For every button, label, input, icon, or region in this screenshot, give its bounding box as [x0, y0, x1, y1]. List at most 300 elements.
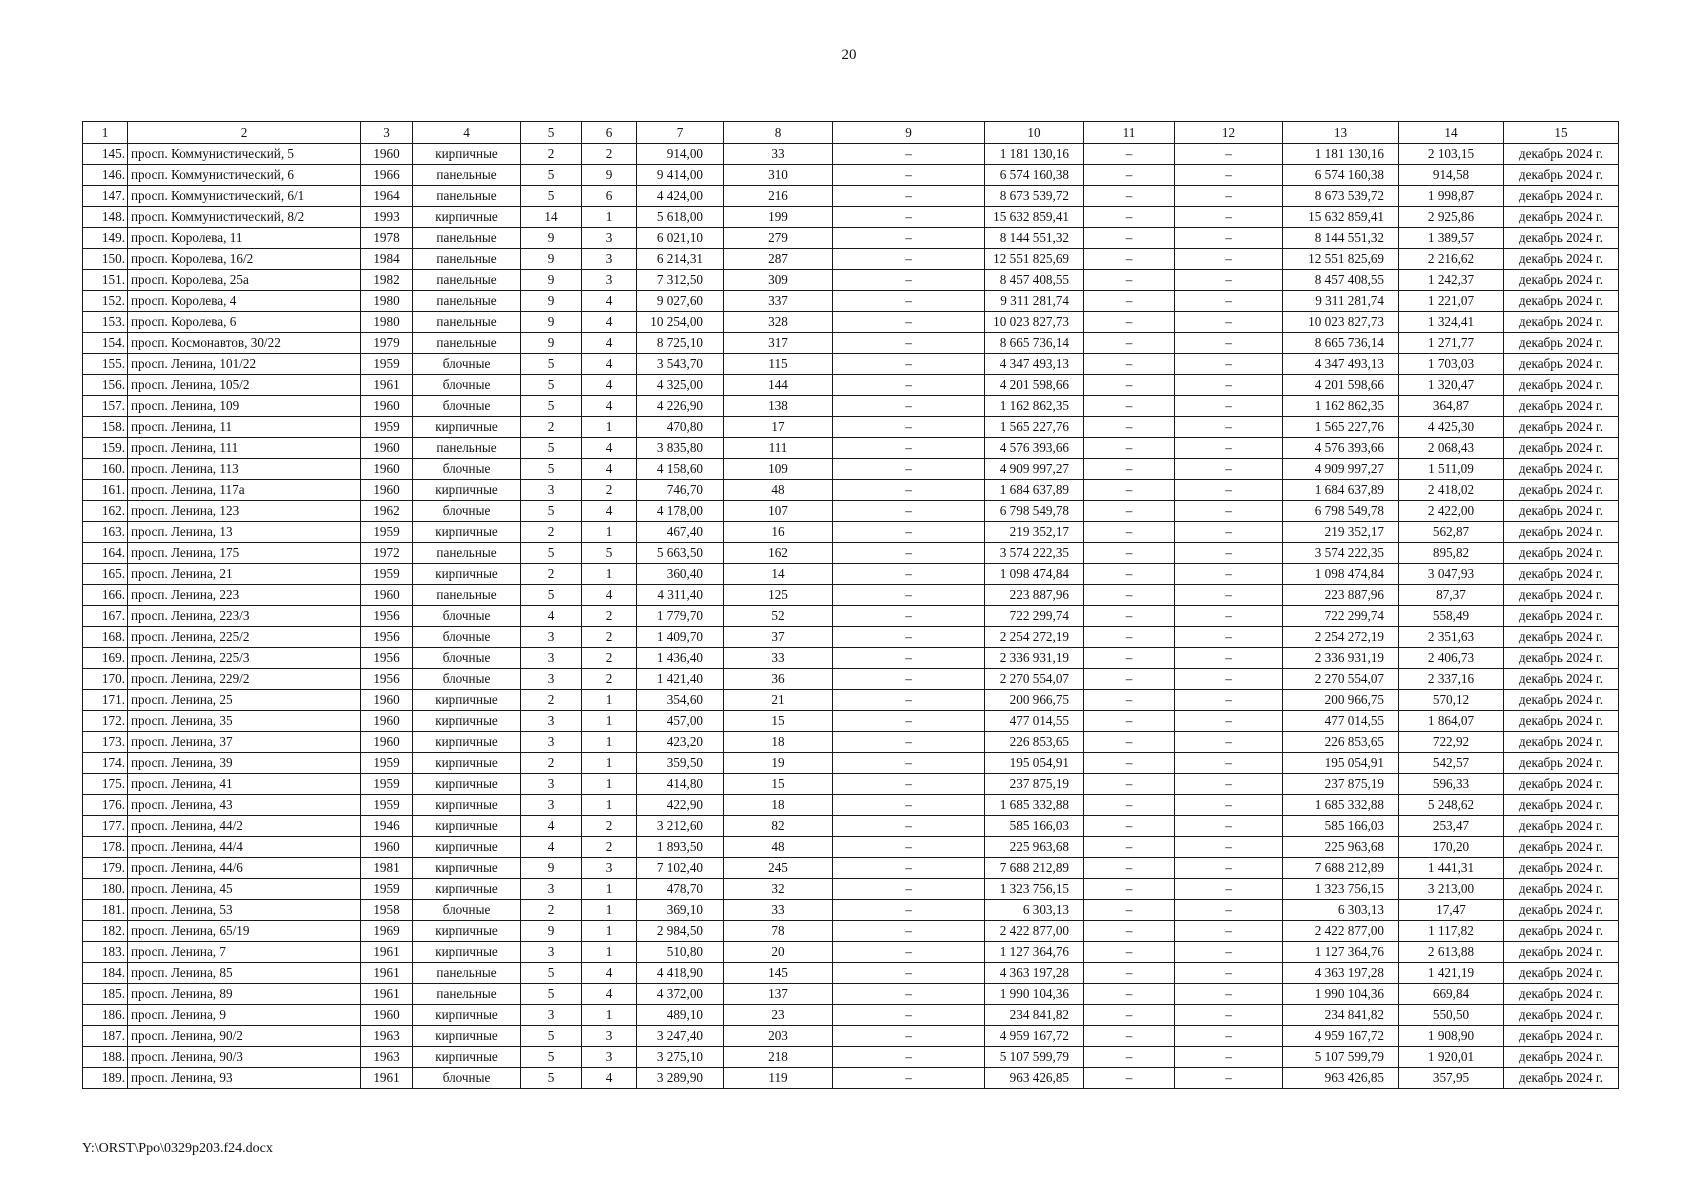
- budget-cell: 963 426,85: [1283, 1068, 1399, 1089]
- col12-cell: –: [1175, 858, 1283, 879]
- unit-cost-cell: 2 418,02: [1399, 480, 1504, 501]
- area-cell: 3 212,60: [637, 816, 724, 837]
- total-cost-cell: 1 323 756,15: [985, 879, 1084, 900]
- row-number: 168.: [83, 627, 128, 648]
- table-row: [83, 1026, 1619, 1047]
- wall-material-cell: панельные: [413, 963, 521, 984]
- address-cell: просп. Королева, 6: [128, 312, 361, 333]
- year-cell: 1956: [361, 648, 413, 669]
- wall-material-cell: блочные: [413, 669, 521, 690]
- deadline-cell: декабрь 2024 г.: [1504, 1005, 1619, 1026]
- col11-cell: –: [1084, 669, 1175, 690]
- table-row: [83, 942, 1619, 963]
- col12-cell: –: [1175, 249, 1283, 270]
- year-cell: 1960: [361, 144, 413, 165]
- floors-cell: 3: [521, 648, 582, 669]
- col12-cell: –: [1175, 207, 1283, 228]
- area-cell: 4 325,00: [637, 375, 724, 396]
- address-cell: просп. Королева, 16/2: [128, 249, 361, 270]
- residents-cell: 109: [724, 459, 833, 480]
- residents-cell: 21: [724, 690, 833, 711]
- floors-cell: 9: [521, 270, 582, 291]
- unit-cost-cell: 550,50: [1399, 1005, 1504, 1026]
- floors-cell: 2: [521, 522, 582, 543]
- budget-cell: 4 959 167,72: [1283, 1026, 1399, 1047]
- entrances-cell: 1: [582, 732, 637, 753]
- col9-cell: –: [833, 417, 985, 438]
- col12-cell: –: [1175, 837, 1283, 858]
- area-cell: 489,10: [637, 1005, 724, 1026]
- address-cell: просп. Ленина, 223/3: [128, 606, 361, 627]
- entrances-cell: 2: [582, 816, 637, 837]
- deadline-cell: декабрь 2024 г.: [1504, 669, 1619, 690]
- table-row: [83, 396, 1619, 417]
- residents-cell: 144: [724, 375, 833, 396]
- budget-cell: 15 632 859,41: [1283, 207, 1399, 228]
- floors-cell: 3: [521, 711, 582, 732]
- floors-cell: 2: [521, 753, 582, 774]
- col9-cell: –: [833, 963, 985, 984]
- col9-cell: –: [833, 858, 985, 879]
- table-row: [83, 585, 1619, 606]
- deadline-cell: декабрь 2024 г.: [1504, 207, 1619, 228]
- deadline-cell: декабрь 2024 г.: [1504, 270, 1619, 291]
- budget-cell: 226 853,65: [1283, 732, 1399, 753]
- row-number: 158.: [83, 417, 128, 438]
- row-number: 147.: [83, 186, 128, 207]
- budget-cell: 4 576 393,66: [1283, 438, 1399, 459]
- entrances-cell: 1: [582, 522, 637, 543]
- year-cell: 1946: [361, 816, 413, 837]
- unit-cost-cell: 2 351,63: [1399, 627, 1504, 648]
- area-cell: 8 725,10: [637, 333, 724, 354]
- col9-cell: –: [833, 900, 985, 921]
- col9-cell: –: [833, 165, 985, 186]
- residents-cell: 162: [724, 543, 833, 564]
- entrances-cell: 4: [582, 333, 637, 354]
- col12-cell: –: [1175, 144, 1283, 165]
- budget-cell: 219 352,17: [1283, 522, 1399, 543]
- table-row: [83, 1047, 1619, 1068]
- col9-cell: –: [833, 501, 985, 522]
- col9-cell: –: [833, 354, 985, 375]
- residents-cell: 309: [724, 270, 833, 291]
- wall-material-cell: блочные: [413, 459, 521, 480]
- residents-cell: 203: [724, 1026, 833, 1047]
- col11-cell: –: [1084, 1068, 1175, 1089]
- floors-cell: 5: [521, 186, 582, 207]
- floors-cell: 2: [521, 690, 582, 711]
- year-cell: 1961: [361, 375, 413, 396]
- deadline-cell: декабрь 2024 г.: [1504, 1068, 1619, 1089]
- unit-cost-cell: 3 213,00: [1399, 879, 1504, 900]
- total-cost-cell: 5 107 599,79: [985, 1047, 1084, 1068]
- year-cell: 1960: [361, 459, 413, 480]
- col11-cell: –: [1084, 606, 1175, 627]
- total-cost-cell: 226 853,65: [985, 732, 1084, 753]
- address-cell: просп. Ленина, 90/3: [128, 1047, 361, 1068]
- floors-cell: 5: [521, 165, 582, 186]
- col12-cell: –: [1175, 795, 1283, 816]
- column-header-13: 13: [1283, 122, 1399, 144]
- col9-cell: –: [833, 606, 985, 627]
- year-cell: 1972: [361, 543, 413, 564]
- col11-cell: –: [1084, 585, 1175, 606]
- year-cell: 1961: [361, 984, 413, 1005]
- floors-cell: 3: [521, 627, 582, 648]
- total-cost-cell: 15 632 859,41: [985, 207, 1084, 228]
- total-cost-cell: 477 014,55: [985, 711, 1084, 732]
- col12-cell: –: [1175, 627, 1283, 648]
- table-row: [83, 291, 1619, 312]
- address-cell: просп. Королева, 4: [128, 291, 361, 312]
- col12-cell: –: [1175, 438, 1283, 459]
- wall-material-cell: кирпичные: [413, 1026, 521, 1047]
- table-row: [83, 732, 1619, 753]
- wall-material-cell: кирпичные: [413, 879, 521, 900]
- year-cell: 1956: [361, 669, 413, 690]
- residents-cell: 23: [724, 1005, 833, 1026]
- address-cell: просп. Ленина, 65/19: [128, 921, 361, 942]
- total-cost-cell: 237 875,19: [985, 774, 1084, 795]
- table-row: [83, 165, 1619, 186]
- budget-cell: 12 551 825,69: [1283, 249, 1399, 270]
- row-number: 177.: [83, 816, 128, 837]
- col12-cell: –: [1175, 879, 1283, 900]
- col11-cell: –: [1084, 837, 1175, 858]
- area-cell: 3 289,90: [637, 1068, 724, 1089]
- col11-cell: –: [1084, 354, 1175, 375]
- year-cell: 1963: [361, 1026, 413, 1047]
- floors-cell: 2: [521, 564, 582, 585]
- col11-cell: –: [1084, 501, 1175, 522]
- floors-cell: 4: [521, 837, 582, 858]
- col11-cell: –: [1084, 417, 1175, 438]
- address-cell: просп. Ленина, 39: [128, 753, 361, 774]
- unit-cost-cell: 1 324,41: [1399, 312, 1504, 333]
- address-cell: просп. Ленина, 44/2: [128, 816, 361, 837]
- table-row: [83, 774, 1619, 795]
- col9-cell: –: [833, 270, 985, 291]
- column-header-14: 14: [1399, 122, 1504, 144]
- col11-cell: –: [1084, 207, 1175, 228]
- total-cost-cell: 10 023 827,73: [985, 312, 1084, 333]
- deadline-cell: декабрь 2024 г.: [1504, 249, 1619, 270]
- entrances-cell: 3: [582, 1026, 637, 1047]
- table-row: [83, 879, 1619, 900]
- year-cell: 1966: [361, 165, 413, 186]
- col11-cell: –: [1084, 144, 1175, 165]
- unit-cost-cell: 1 920,01: [1399, 1047, 1504, 1068]
- deadline-cell: декабрь 2024 г.: [1504, 900, 1619, 921]
- col9-cell: –: [833, 837, 985, 858]
- address-cell: просп. Ленина, 225/2: [128, 627, 361, 648]
- entrances-cell: 4: [582, 963, 637, 984]
- residents-cell: 317: [724, 333, 833, 354]
- area-cell: 1 779,70: [637, 606, 724, 627]
- row-number: 153.: [83, 312, 128, 333]
- address-cell: просп. Ленина, 44/4: [128, 837, 361, 858]
- address-cell: просп. Ленина, 109: [128, 396, 361, 417]
- col12-cell: –: [1175, 1047, 1283, 1068]
- entrances-cell: 1: [582, 879, 637, 900]
- deadline-cell: декабрь 2024 г.: [1504, 816, 1619, 837]
- wall-material-cell: панельные: [413, 186, 521, 207]
- col9-cell: –: [833, 1047, 985, 1068]
- unit-cost-cell: 562,87: [1399, 522, 1504, 543]
- wall-material-cell: кирпичные: [413, 480, 521, 501]
- col12-cell: –: [1175, 375, 1283, 396]
- year-cell: 1969: [361, 921, 413, 942]
- deadline-cell: декабрь 2024 г.: [1504, 858, 1619, 879]
- residents-cell: 337: [724, 291, 833, 312]
- area-cell: 7 312,50: [637, 270, 724, 291]
- col9-cell: –: [833, 543, 985, 564]
- residents-cell: 107: [724, 501, 833, 522]
- residents-cell: 17: [724, 417, 833, 438]
- budget-cell: 223 887,96: [1283, 585, 1399, 606]
- unit-cost-cell: 914,58: [1399, 165, 1504, 186]
- total-cost-cell: 6 798 549,78: [985, 501, 1084, 522]
- entrances-cell: 1: [582, 753, 637, 774]
- table-row: [83, 270, 1619, 291]
- col11-cell: –: [1084, 396, 1175, 417]
- wall-material-cell: панельные: [413, 228, 521, 249]
- row-number: 148.: [83, 207, 128, 228]
- year-cell: 1959: [361, 564, 413, 585]
- wall-material-cell: панельные: [413, 543, 521, 564]
- deadline-cell: декабрь 2024 г.: [1504, 480, 1619, 501]
- residents-cell: 82: [724, 816, 833, 837]
- wall-material-cell: панельные: [413, 312, 521, 333]
- column-header-10: 10: [985, 122, 1084, 144]
- table-row: [83, 375, 1619, 396]
- unit-cost-cell: 669,84: [1399, 984, 1504, 1005]
- deadline-cell: декабрь 2024 г.: [1504, 795, 1619, 816]
- deadline-cell: декабрь 2024 г.: [1504, 459, 1619, 480]
- address-cell: просп. Ленина, 89: [128, 984, 361, 1005]
- budget-cell: 1 565 227,76: [1283, 417, 1399, 438]
- table-row: [83, 837, 1619, 858]
- row-number: 149.: [83, 228, 128, 249]
- unit-cost-cell: 1 703,03: [1399, 354, 1504, 375]
- address-cell: просп. Ленина, 93: [128, 1068, 361, 1089]
- col11-cell: –: [1084, 291, 1175, 312]
- deadline-cell: декабрь 2024 г.: [1504, 375, 1619, 396]
- wall-material-cell: кирпичные: [413, 858, 521, 879]
- col12-cell: –: [1175, 291, 1283, 312]
- address-cell: просп. Ленина, 111: [128, 438, 361, 459]
- entrances-cell: 4: [582, 438, 637, 459]
- residents-cell: 18: [724, 795, 833, 816]
- col11-cell: –: [1084, 732, 1175, 753]
- area-cell: 5 663,50: [637, 543, 724, 564]
- address-cell: просп. Ленина, 53: [128, 900, 361, 921]
- year-cell: 1993: [361, 207, 413, 228]
- year-cell: 1959: [361, 417, 413, 438]
- residents-cell: 310: [724, 165, 833, 186]
- row-number: 164.: [83, 543, 128, 564]
- address-cell: просп. Ленина, 113: [128, 459, 361, 480]
- area-cell: 4 372,00: [637, 984, 724, 1005]
- col11-cell: –: [1084, 1047, 1175, 1068]
- deadline-cell: декабрь 2024 г.: [1504, 984, 1619, 1005]
- wall-material-cell: блочные: [413, 648, 521, 669]
- area-cell: 354,60: [637, 690, 724, 711]
- total-cost-cell: 722 299,74: [985, 606, 1084, 627]
- unit-cost-cell: 1 242,37: [1399, 270, 1504, 291]
- col12-cell: –: [1175, 396, 1283, 417]
- address-cell: просп. Ленина, 11: [128, 417, 361, 438]
- budget-cell: 2 254 272,19: [1283, 627, 1399, 648]
- area-cell: 422,90: [637, 795, 724, 816]
- col11-cell: –: [1084, 543, 1175, 564]
- row-number: 171.: [83, 690, 128, 711]
- total-cost-cell: 7 688 212,89: [985, 858, 1084, 879]
- col9-cell: –: [833, 291, 985, 312]
- col11-cell: –: [1084, 375, 1175, 396]
- col11-cell: –: [1084, 795, 1175, 816]
- col9-cell: –: [833, 375, 985, 396]
- residents-cell: 245: [724, 858, 833, 879]
- unit-cost-cell: 1 511,09: [1399, 459, 1504, 480]
- col9-cell: –: [833, 438, 985, 459]
- deadline-cell: декабрь 2024 г.: [1504, 963, 1619, 984]
- residents-cell: 111: [724, 438, 833, 459]
- wall-material-cell: кирпичные: [413, 144, 521, 165]
- col12-cell: –: [1175, 963, 1283, 984]
- deadline-cell: декабрь 2024 г.: [1504, 879, 1619, 900]
- wall-material-cell: панельные: [413, 291, 521, 312]
- table-row: [83, 144, 1619, 165]
- deadline-cell: декабрь 2024 г.: [1504, 144, 1619, 165]
- total-cost-cell: 1 127 364,76: [985, 942, 1084, 963]
- wall-material-cell: панельные: [413, 438, 521, 459]
- budget-cell: 1 990 104,36: [1283, 984, 1399, 1005]
- deadline-cell: декабрь 2024 г.: [1504, 186, 1619, 207]
- budget-cell: 1 685 332,88: [1283, 795, 1399, 816]
- col11-cell: –: [1084, 1005, 1175, 1026]
- row-number: 179.: [83, 858, 128, 879]
- col11-cell: –: [1084, 690, 1175, 711]
- deadline-cell: декабрь 2024 г.: [1504, 228, 1619, 249]
- total-cost-cell: 4 347 493,13: [985, 354, 1084, 375]
- floors-cell: 3: [521, 1005, 582, 1026]
- col11-cell: –: [1084, 564, 1175, 585]
- floors-cell: 2: [521, 144, 582, 165]
- wall-material-cell: блочные: [413, 1068, 521, 1089]
- address-cell: просп. Ленина, 37: [128, 732, 361, 753]
- area-cell: 9 027,60: [637, 291, 724, 312]
- address-cell: просп. Ленина, 175: [128, 543, 361, 564]
- total-cost-cell: 234 841,82: [985, 1005, 1084, 1026]
- col11-cell: –: [1084, 249, 1175, 270]
- col12-cell: –: [1175, 711, 1283, 732]
- col11-cell: –: [1084, 480, 1175, 501]
- budget-cell: 200 966,75: [1283, 690, 1399, 711]
- floors-cell: 5: [521, 354, 582, 375]
- col12-cell: –: [1175, 921, 1283, 942]
- col11-cell: –: [1084, 858, 1175, 879]
- area-cell: 4 178,00: [637, 501, 724, 522]
- col11-cell: –: [1084, 627, 1175, 648]
- col9-cell: –: [833, 711, 985, 732]
- area-cell: 4 158,60: [637, 459, 724, 480]
- table-row: [83, 963, 1619, 984]
- total-cost-cell: 1 684 637,89: [985, 480, 1084, 501]
- deadline-cell: декабрь 2024 г.: [1504, 627, 1619, 648]
- unit-cost-cell: 17,47: [1399, 900, 1504, 921]
- col9-cell: –: [833, 564, 985, 585]
- budget-cell: 237 875,19: [1283, 774, 1399, 795]
- area-cell: 7 102,40: [637, 858, 724, 879]
- entrances-cell: 1: [582, 1005, 637, 1026]
- entrances-cell: 2: [582, 669, 637, 690]
- residents-cell: 33: [724, 900, 833, 921]
- floors-cell: 3: [521, 795, 582, 816]
- budget-cell: 6 798 549,78: [1283, 501, 1399, 522]
- residents-cell: 48: [724, 480, 833, 501]
- deadline-cell: декабрь 2024 г.: [1504, 732, 1619, 753]
- unit-cost-cell: 596,33: [1399, 774, 1504, 795]
- budget-cell: 10 023 827,73: [1283, 312, 1399, 333]
- entrances-cell: 6: [582, 186, 637, 207]
- floors-cell: 14: [521, 207, 582, 228]
- deadline-cell: декабрь 2024 г.: [1504, 753, 1619, 774]
- budget-cell: 6 574 160,38: [1283, 165, 1399, 186]
- col11-cell: –: [1084, 963, 1175, 984]
- entrances-cell: 4: [582, 585, 637, 606]
- table-row: [83, 459, 1619, 480]
- residents-cell: 15: [724, 774, 833, 795]
- col12-cell: –: [1175, 732, 1283, 753]
- year-cell: 1960: [361, 837, 413, 858]
- year-cell: 1960: [361, 732, 413, 753]
- deadline-cell: декабрь 2024 г.: [1504, 333, 1619, 354]
- total-cost-cell: 4 201 598,66: [985, 375, 1084, 396]
- table-row: [83, 522, 1619, 543]
- total-cost-cell: 9 311 281,74: [985, 291, 1084, 312]
- col12-cell: –: [1175, 312, 1283, 333]
- year-cell: 1959: [361, 795, 413, 816]
- table-row: [83, 795, 1619, 816]
- unit-cost-cell: 570,12: [1399, 690, 1504, 711]
- column-header-1: 1: [83, 122, 128, 144]
- col11-cell: –: [1084, 228, 1175, 249]
- table-row: [83, 984, 1619, 1005]
- budget-cell: 234 841,82: [1283, 1005, 1399, 1026]
- column-header-8: 8: [724, 122, 833, 144]
- year-cell: 1961: [361, 1068, 413, 1089]
- entrances-cell: 4: [582, 396, 637, 417]
- table-row: [83, 543, 1619, 564]
- row-number: 151.: [83, 270, 128, 291]
- row-number: 167.: [83, 606, 128, 627]
- floors-cell: 5: [521, 984, 582, 1005]
- col9-cell: –: [833, 921, 985, 942]
- total-cost-cell: 2 254 272,19: [985, 627, 1084, 648]
- row-number: 170.: [83, 669, 128, 690]
- area-cell: 510,80: [637, 942, 724, 963]
- deadline-cell: декабрь 2024 г.: [1504, 606, 1619, 627]
- year-cell: 1960: [361, 585, 413, 606]
- total-cost-cell: 2 336 931,19: [985, 648, 1084, 669]
- table-row: [83, 753, 1619, 774]
- col12-cell: –: [1175, 354, 1283, 375]
- unit-cost-cell: 5 248,62: [1399, 795, 1504, 816]
- col12-cell: –: [1175, 585, 1283, 606]
- entrances-cell: 2: [582, 606, 637, 627]
